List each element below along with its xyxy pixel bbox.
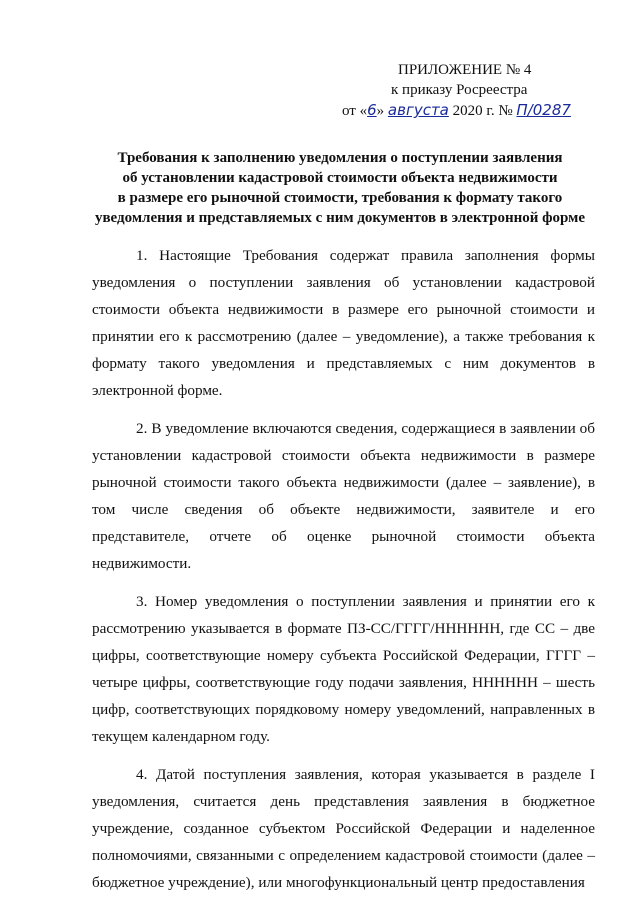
date-year: 2020 г. № <box>452 103 513 119</box>
date-prefix: от « <box>342 103 368 119</box>
document-title <box>80 148 600 228</box>
title-line: Требования к заполнению уведомления о поступлении заявления <box>117 150 563 166</box>
handwritten-month: августа <box>387 101 449 119</box>
document-body <box>92 242 595 907</box>
appendix-header <box>342 60 582 121</box>
date-quote-close: » <box>376 103 385 119</box>
handwritten-order-number: П/0287 <box>516 101 571 119</box>
handwritten-day: 6 <box>367 101 377 119</box>
paragraph-4: 4. Датой поступления заявления, которая указывается в разделе I уведомления, считается день представления заявления в бюджетное учреждение, созданное субъектом Российской Федерации и наделенное полномочиями, связанными с определением кадастровой стоимости (далее – бюджетное учреждение), или многофункциональный центр предоставления <box>92 766 595 891</box>
paragraph-1: 1. Настоящие Требования содержат правила заполнения формы уведомления о поступлении заявления об установлении кадастровой стоимости объекта недвижимости в размере его рыночной стоимости и принятии его к рассмотрению (далее – уведомление), а также требования к формату такого уведомления и представляемых с ним документов в электронной форме. <box>92 247 595 399</box>
appendix-order-ref: к приказу Росреестра <box>391 82 528 98</box>
title-line: в размере его рыночной стоимости, требования к формату такого <box>117 190 563 206</box>
title-line: уведомления и представляемых с ним документов в электронной форме <box>94 210 586 226</box>
paragraph-2: 2. В уведомление включаются сведения, содержащиеся в заявлении об установлении кадастровой стоимости объекта недвижимости в размере рыночной стоимости такого объекта недвижимости (далее – заявление), в том числе сведения об объекте недвижимости, заявителе и его представителе, отчете об оценке рыночной стоимости объекта недвижимости. <box>92 420 595 572</box>
paragraph-3: 3. Номер уведомления о поступлении заявления и принятии его к рассмотрению указывается в формате ПЗ-СС/ГГГГ/НННННН, где СС – две цифры, соответствующие номеру субъекта Российской Федерации, ГГГГ – четыре цифры, соответствующие году подачи заявления, НННННН – шесть цифр, соответствующих порядковому номеру уведомлений, направленных в текущем календарном году. <box>92 593 595 745</box>
appendix-date-line <box>342 100 582 121</box>
appendix-title: ПРИЛОЖЕНИЕ № 4 <box>398 62 532 78</box>
title-line: об установлении кадастровой стоимости объекта недвижимости <box>122 170 558 186</box>
